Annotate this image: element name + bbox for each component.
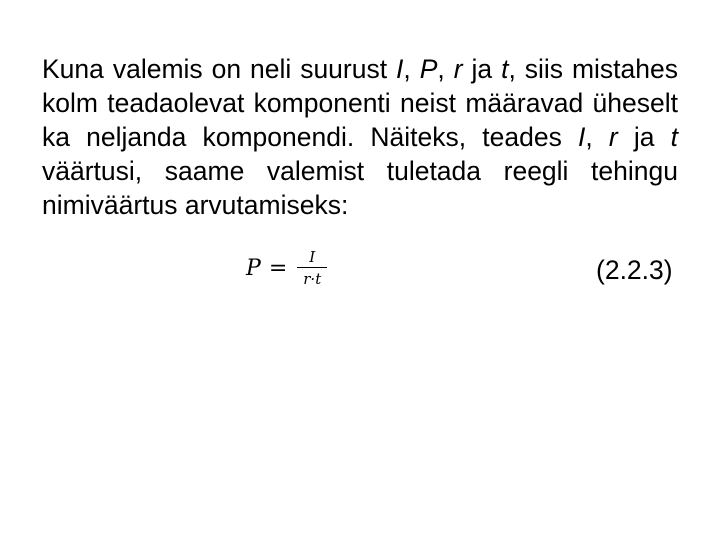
- variable-p: P: [419, 53, 438, 84]
- text-segment: ,: [437, 53, 454, 84]
- formula-fraction: [297, 248, 327, 288]
- text-segment: väärtusi, saame valemist tuletada reegli tehingu nimiväärtus arvutamiseks:: [42, 155, 678, 220]
- equation-number: (2.2.3): [596, 255, 673, 285]
- variable-t: t: [501, 53, 509, 84]
- variable-i: I: [396, 53, 404, 84]
- formula: [246, 240, 327, 296]
- formula-lhs: P: [246, 255, 261, 281]
- body-paragraph: [42, 52, 678, 222]
- variable-r: r: [608, 121, 618, 152]
- formula-numerator: I: [309, 248, 316, 266]
- text-segment: ja: [462, 53, 502, 84]
- formula-equals-sign: =: [268, 255, 288, 281]
- variable-t: t: [670, 121, 678, 152]
- text-segment: ja: [617, 121, 671, 152]
- text-segment: ,: [403, 53, 420, 84]
- text-segment: ,: [585, 121, 609, 152]
- text-segment: Kuna valemis on neli suurust: [42, 53, 397, 84]
- text-segment: , siis mistahes kolm teadaolevat komponenti neist määravad üheselt ka neljanda komponendi. Näiteks, teades: [42, 53, 679, 152]
- variable-r: r: [453, 53, 463, 84]
- formula-denominator: r·t: [303, 270, 322, 288]
- variable-i: I: [577, 121, 586, 152]
